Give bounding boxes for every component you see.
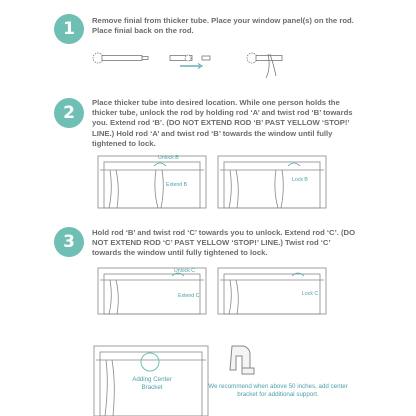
center-bracket-label: Adding Center Bracket xyxy=(132,376,172,391)
step-2-window-right xyxy=(216,152,328,210)
step-2-window-left xyxy=(96,152,208,210)
step-1-instructions: Remove finial from thicker tube. Place your window panel(s) on the rod. Place finial back on the rod. xyxy=(92,16,354,36)
rod-tube xyxy=(102,56,142,61)
step-1-badge: 1 xyxy=(54,14,84,44)
step-3-badge: 3 xyxy=(54,227,84,257)
recommendation-note: We recommend when above 50 inches, add center bracket for additional support. xyxy=(208,383,348,398)
unlock-c-label: Unlock C xyxy=(174,268,196,274)
step-3-instructions: Hold rod ‘B’ and twist rod ‘C’ towards you to unlock. Extend rod ‘C’. (DO NOT EXTEND ROD ‘C’ PAST YELLOW ‘STOP!’ LINE.) Twist rod ‘C’ towards the window until fully tightened to lock. xyxy=(92,228,356,258)
lock-c-label: Lock C xyxy=(302,291,319,297)
step-2-instructions: Place thicker tube into desired location. While one person holds the thicker tube, unlock the rod by holding rod ‘A’ and twist rod ‘B’ towards you. Extend rod ‘B’. (DO NOT EXTEND ROD ‘B’ PAST YELLOW ‘STOP!’ LINE.) Hold rod ‘A’ and twist rod ‘B’ towards the window until fully tightened to lock. xyxy=(92,98,353,148)
step-2-badge: 2 xyxy=(54,98,84,128)
lock-b-label: Lock B xyxy=(292,177,308,183)
extend-c-label: Extend C xyxy=(178,293,200,299)
finial-left xyxy=(93,53,103,63)
center-bracket-icon xyxy=(222,342,258,382)
step-1-illustration xyxy=(88,40,288,82)
unlock-b-label: Unlock B xyxy=(158,155,179,161)
extend-b-label: Extend B xyxy=(166,182,188,188)
